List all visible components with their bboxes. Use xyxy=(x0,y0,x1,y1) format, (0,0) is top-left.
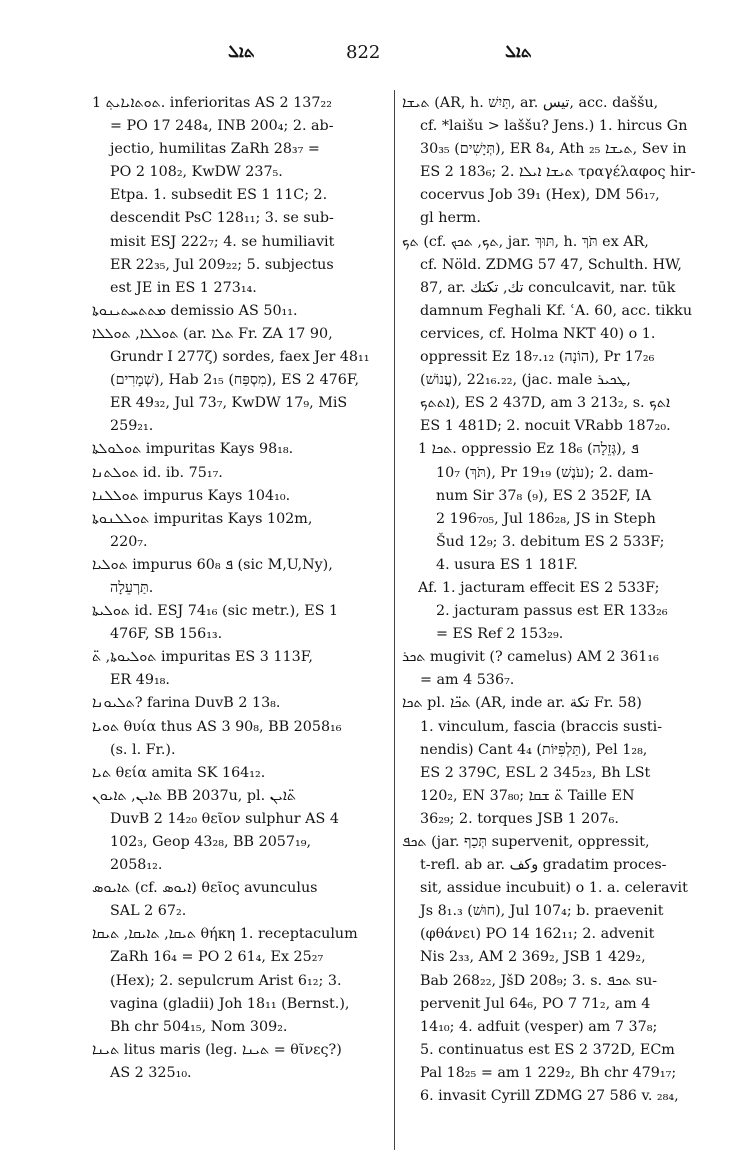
entry-line: 2 196₇₀₅, Jul 186₂₈, JS in Steph xyxy=(436,510,656,527)
entry-line: (עֲנוֹשׁ), 22₁₆.₂₂, (jac. male ܛܟܝܪ, xyxy=(420,372,631,389)
dictionary-entry xyxy=(92,692,392,715)
page-number: 822 xyxy=(346,42,381,63)
entry-line: ER 22₃₅, Jul 209₂₂; 5. subjectus xyxy=(110,256,334,273)
dictionary-entry xyxy=(92,762,392,785)
entry-line: 6. invasit Cyrill ZDMG 27 586 v. ₂₈₄, xyxy=(420,1088,679,1105)
entry-line: Etpa. 1. subsedit ES 1 11C; 2. xyxy=(110,187,328,204)
entry-line: ES 1 481D; 2. nocuit VRabb 187₂₀. xyxy=(420,418,671,435)
dictionary-entry xyxy=(92,323,392,438)
entry-line: 14₁₀; 4. adfuit (vesper) am 7 37₈; xyxy=(420,1018,658,1035)
entry-line: oppressit Ez 18₇.₁₂ (הוֹנָה), Pr 17₂₆ xyxy=(420,349,655,366)
entry-line: ܐܬܬܟ), ES 2 437D, am 3 213₂, s. ܐܬܟ xyxy=(420,395,670,412)
entry-line: AS 2 325₁₀. xyxy=(110,1064,192,1081)
entry-line: 36₂₉; 2. torques JSB 1 207₆. xyxy=(420,810,619,827)
entry-line: ܬܟܐ 1. oppressio Ez 18₆ (גְּזֵלָה), ܦ xyxy=(418,441,639,458)
entry-line: (שְׁמָרִים), Hab 2₁₅ (מִסְפַּח), ES 2 476F, xyxy=(110,372,360,389)
entry-line: Grundr I 277ζ) sordes, faex Jer 48₁₁ xyxy=(110,349,370,366)
entry-line: ܬܝܫܐ (AR, h. תַּיִשׁ, ar. تيس, acc. daššu, xyxy=(402,95,659,111)
right-column xyxy=(402,92,702,1108)
entry-line: ܬܘܝܐ θυία thus AS 3 90₈, BB 2058₁₆ xyxy=(92,718,342,735)
left-column xyxy=(92,92,392,1085)
entry-line: תַּרְעֵלָה. xyxy=(110,579,154,596)
entry-line: = PO 17 248₄, INB 200₄; 2. ab- xyxy=(110,118,334,135)
entry-line: ES 2 183₆; 2. ܬܝܫܐ ܐܝܠܐ τραγέλαφος hir- xyxy=(420,164,696,181)
entry-line: ܬܘܠܝܬܐ id. ESJ 74₁₆ (sic metr.), ES 1 xyxy=(92,603,339,620)
entry-line: ܬܟܐ pl. ܬܟ̈ܐ (AR, inde ar. تكة Fr. 58) xyxy=(402,695,642,712)
entry-line: 10₇ (תֹּךְ), Pr 19₁₉ (עֹנֶשׁ); 2. dam- xyxy=(436,464,654,481)
entry-line: 120₂, EN 37₈₀; ܬ̈ ܫܩܐ Taille EN xyxy=(420,787,635,804)
entry-line: ܬܟܦ (jar. תְּכַף supervenit, oppressit, xyxy=(402,834,650,850)
dictionary-entry xyxy=(92,716,392,762)
dictionary-entry xyxy=(402,646,702,692)
entry-line: ܡܬܬܚܬܝܢܘܬܐ demissio AS 50₁₁. xyxy=(92,302,298,319)
entry-line: 102₃, Geop 43₂₈, BB 2057₁₉, xyxy=(110,834,311,850)
entry-line: = am 4 536₇. xyxy=(420,672,515,689)
entry-line: Šud 12₉; 3. debitum ES 2 533F; xyxy=(436,533,665,550)
dictionary-entry xyxy=(92,485,392,508)
entry-line: vagina (gladii) Joh 18₁₁ (Bernst.), xyxy=(110,995,350,1012)
entry-line: est JE in ES 1 273₁₄. xyxy=(110,279,257,296)
dictionary-entry xyxy=(92,1039,392,1085)
entry-line: jectio, humilitas ZaRh 28₃₇ = xyxy=(110,141,320,158)
entry-line: pervenit Jul 64₆, PO 7 71₂, am 4 xyxy=(420,995,651,1012)
entry-line: = ES Ref 2 153₂₉. xyxy=(436,626,564,643)
entry-line: ܬܝܩܐ, ܬܐܝܩܐ, ܬܝܩܐ θήκη 1. receptaculum xyxy=(92,926,358,943)
entry-line: ܬܘܠܝܐ impurus ܦ 60₈ (sic M,U,Ny), xyxy=(92,556,333,573)
entry-line: 2. jacturam passus est ER 133₂₆ xyxy=(436,603,668,620)
entry-line: 476F, SB 156₁₃. xyxy=(110,626,223,643)
entry-line: t-refl. ab ar. وكف gradatim proces- xyxy=(420,857,667,874)
column-divider xyxy=(394,90,395,1150)
entry-line: Bab 268₂₂, JšD 208₉; 3. s. ܬܟܦ su- xyxy=(420,972,658,989)
dictionary-entry xyxy=(92,508,392,554)
entry-line: descendit PsC 128₁₁; 3. se sub- xyxy=(110,210,334,227)
entry-line: Pal 18₂₅ = am 1 229₂, Bh chr 479₁₇; xyxy=(420,1064,677,1081)
entry-line: PO 2 108₂, KwDW 237₅. xyxy=(110,164,283,181)
entry-line: ܬܘܠܠܐ, ܬܘܠܠܐ (ar. ܬܠܐ Fr. ZA 17 90, xyxy=(92,325,333,342)
entry-line: ܬܐܝܢ, ܬܐܝܘܢ BB 2037u, pl. ܬ̈ܐܝܢ xyxy=(92,787,297,804)
entry-line: ER 49₃₂, Jul 73₇, KwDW 17₉, MiS xyxy=(110,395,348,412)
entry-line: damnum Feghali Kf. ʿA. 60, acc. tikku xyxy=(420,302,693,319)
entry-line: ܬܟ (cf. ܬܟ, ܬܟܟ, jar. תּוּךְ, h. תֹּךְ ex AR, xyxy=(402,233,649,250)
entry-line: cf. *laišu > laššu? Jens.) 1. hircus Gn xyxy=(420,118,688,135)
entry-line: 220₇. xyxy=(110,533,148,550)
entry-line: ES 2 379C, ESL 2 345₂₃, Bh LSt xyxy=(420,764,651,781)
dictionary-entry xyxy=(92,438,392,461)
entry-line: 5. continuatus est ES 2 372D, ECm xyxy=(420,1041,675,1058)
entry-line: num Sir 37₈ (₉), ES 2 352F, IA xyxy=(436,487,652,504)
entry-line: ܬܝܢܐ litus maris (leg. ܬܝܢܐ = θῖνες?) xyxy=(92,1041,342,1058)
entry-line: ܬܝܐ θεία amita SK 164₁₂. xyxy=(92,764,266,781)
entry-line: (φθάνει) PO 14 162₁₁; 2. advenit xyxy=(420,926,655,943)
dictionary-entry xyxy=(92,646,392,692)
dictionary-entry xyxy=(92,184,392,299)
entry-line: 4. usura ES 1 181F. xyxy=(436,556,578,573)
entry-line: cf. Nöld. ZDMG 57 47, Schulth. HW, xyxy=(420,256,682,273)
dictionary-entry xyxy=(92,600,392,646)
dictionary-entry xyxy=(402,577,702,646)
entry-line: gl herm. xyxy=(420,210,481,227)
entry-line: ER 49₁₈. xyxy=(110,672,170,689)
entry-line: ܬܘܠܬܢܐ id. ib. 75₁₇. xyxy=(92,464,223,481)
entry-line: misit ESJ 222₇; 4. se humiliavit xyxy=(110,233,335,250)
entry-line: (Hex); 2. sepulcrum Arist 6₁₂; 3. xyxy=(110,972,342,989)
entry-line: ܬܘܠܠܢܐ impurus Kays 104₁₀. xyxy=(92,487,291,504)
entry-line: ܬܠܝܘܢܐ? farina DuvB 2 13₈. xyxy=(92,695,281,712)
dictionary-entry xyxy=(92,462,392,485)
dictionary-entry xyxy=(402,692,702,831)
entry-line: DuvB 2 14₂₀ θεῖον sulphur AS 4 xyxy=(110,810,339,827)
entry-line: Js 8₁.₃ (חוּשׁ), Jul 107₄; b. praevenit xyxy=(420,903,664,920)
entry-line: 30₃₅ (תְּיָשִׁים), ER 8₄, Ath ܬܝܫܐ ₂₅, Sev in xyxy=(420,141,687,158)
header-left-word: ܬܐܠ xyxy=(228,42,255,62)
running-header xyxy=(0,42,750,72)
entry-line: cocervus Job 39₁ (Hex), DM 56₁₇, xyxy=(420,187,660,204)
entry-line: ܬܐܝܘܣ (cf. ܐܝܘܣ) θεῖος avunculus xyxy=(92,880,318,897)
dictionary-entry xyxy=(92,785,392,877)
entry-line: ܬܘܠܝܘܬܐ, ܬ̈ impuritas ES 3 113F, xyxy=(92,649,313,666)
dictionary-entry xyxy=(92,92,392,184)
entry-line: ܬܘܬܐܝܐܝܬ݂ 1. inferioritas AS 2 137₂₂ xyxy=(92,95,332,111)
dictionary-entry xyxy=(92,923,392,1038)
dictionary-entry xyxy=(402,231,702,439)
entry-line: sit, assidue incubuit) o 1. a. celeravit xyxy=(420,880,688,897)
dictionary-entry xyxy=(92,300,392,323)
entry-line: SAL 2 67₂. xyxy=(110,903,187,920)
entry-line: 259₂₁. xyxy=(110,418,154,435)
entry-line: 1. vinculum, fascia (braccis susti- xyxy=(420,718,663,735)
header-right-word: ܬܐܠ xyxy=(505,42,532,62)
entry-line: ܬܘܠܠܢܘܬܐ impuritas Kays 102m, xyxy=(92,510,313,527)
dictionary-entry xyxy=(92,877,392,923)
entry-line: Nis 2₃₃, AM 2 369₂, JSB 1 429₂, xyxy=(420,949,646,966)
entry-line: ܬܟܪ mugivit (? camelus) AM 2 361₁₆ xyxy=(402,649,659,666)
entry-line: 87, ar. تك, تكتك conculcavit, nar. tūk xyxy=(420,279,676,296)
entry-line: ZaRh 16₄ = PO 2 61₄, Ex 25₂₇ xyxy=(110,949,324,966)
entry-line: nendis) Cant 4₄ (תַּלְפִּיּוֹת), Pel 1₂₈, xyxy=(420,741,648,758)
entry-line: (s. l. Fr.). xyxy=(110,741,176,758)
dictionary-entry xyxy=(402,92,702,231)
entry-line: 2058₁₂. xyxy=(110,857,163,874)
entry-line: Af. 1. jacturam effecit ES 2 533F; xyxy=(418,579,660,596)
dictionary-entry xyxy=(402,831,702,1108)
entry-line: Bh chr 504₁₅, Nom 309₂. xyxy=(110,1018,288,1035)
entry-line: ܬܘܠܘܠܬܐ impuritas Kays 98₁₈. xyxy=(92,441,294,458)
dictionary-entry xyxy=(402,438,702,577)
entry-line: cervices, cf. Holma NKT 40) o 1. xyxy=(420,325,656,342)
dictionary-entry xyxy=(92,554,392,600)
